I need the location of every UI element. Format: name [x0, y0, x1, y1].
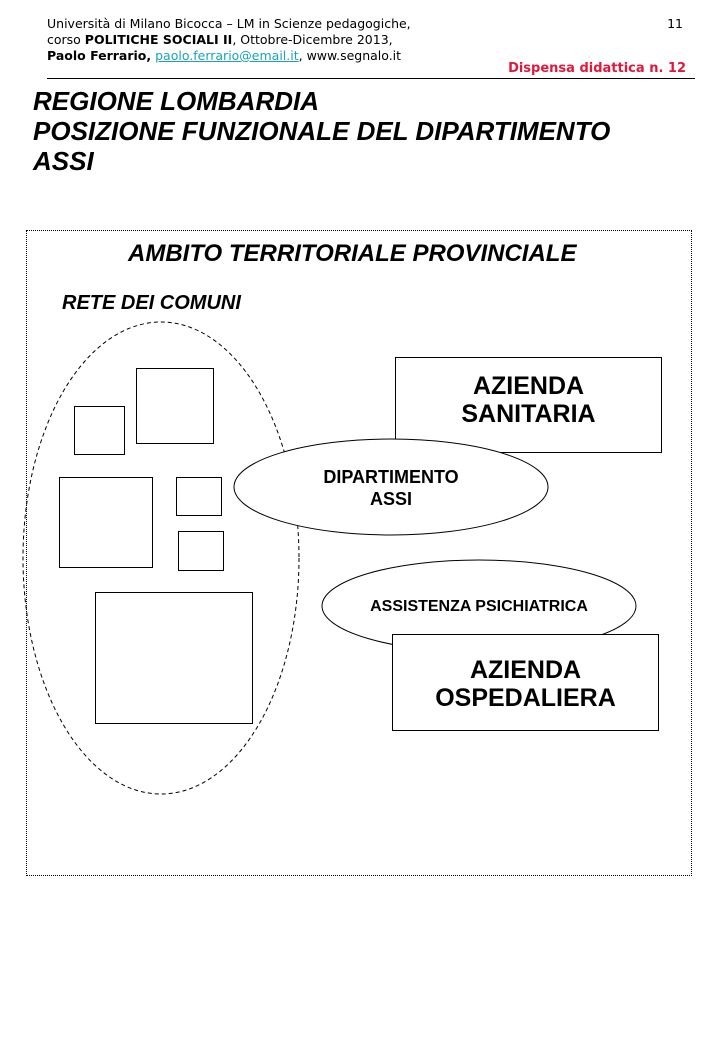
header-affiliation: Università di Milano Bicocca – LM in Scienze pedagogiche,	[47, 16, 411, 31]
page-number: 11	[667, 16, 683, 31]
azienda-ospedaliera-box	[392, 634, 659, 731]
azienda-ospedaliera-line2: OSPEDALIERA	[435, 683, 616, 712]
azienda-sanitaria-line2: SANITARIA	[461, 400, 596, 428]
course-name: POLITICHE SOCIALI II	[84, 32, 233, 47]
header-course: corso POLITICHE SOCIALI II, Ottobre-Dicembre 2013,	[47, 32, 393, 47]
title-line-3: ASSI	[33, 146, 94, 176]
dispensa-label: Dispensa didattica n. 12	[508, 61, 686, 76]
author-email-link[interactable]: paolo.ferrario@email.it	[155, 48, 299, 63]
rete-comuni-ellipse	[23, 322, 299, 794]
author-name: Paolo Ferrario,	[47, 48, 152, 63]
network-label: RETE DEI COMUNI	[62, 292, 241, 314]
azienda-sanitaria-line1: AZIENDA	[472, 372, 585, 400]
azienda-ospedaliera-line1: AZIENDA	[469, 655, 582, 684]
assistenza-label: ASSISTENZA PSICHIATRICA	[370, 598, 588, 615]
frame-title: AMBITO TERRITORIALE PROVINCIALE	[128, 240, 577, 267]
author-website: , www.segnalo.it	[298, 48, 402, 63]
title-line-1: REGIONE LOMBARDIA	[33, 86, 319, 116]
dipartimento-label: DIPARTIMENTO ASSI	[323, 467, 459, 509]
title-line-2: POSIZIONE FUNZIONALE DEL DIPARTIMENTO	[33, 116, 611, 146]
